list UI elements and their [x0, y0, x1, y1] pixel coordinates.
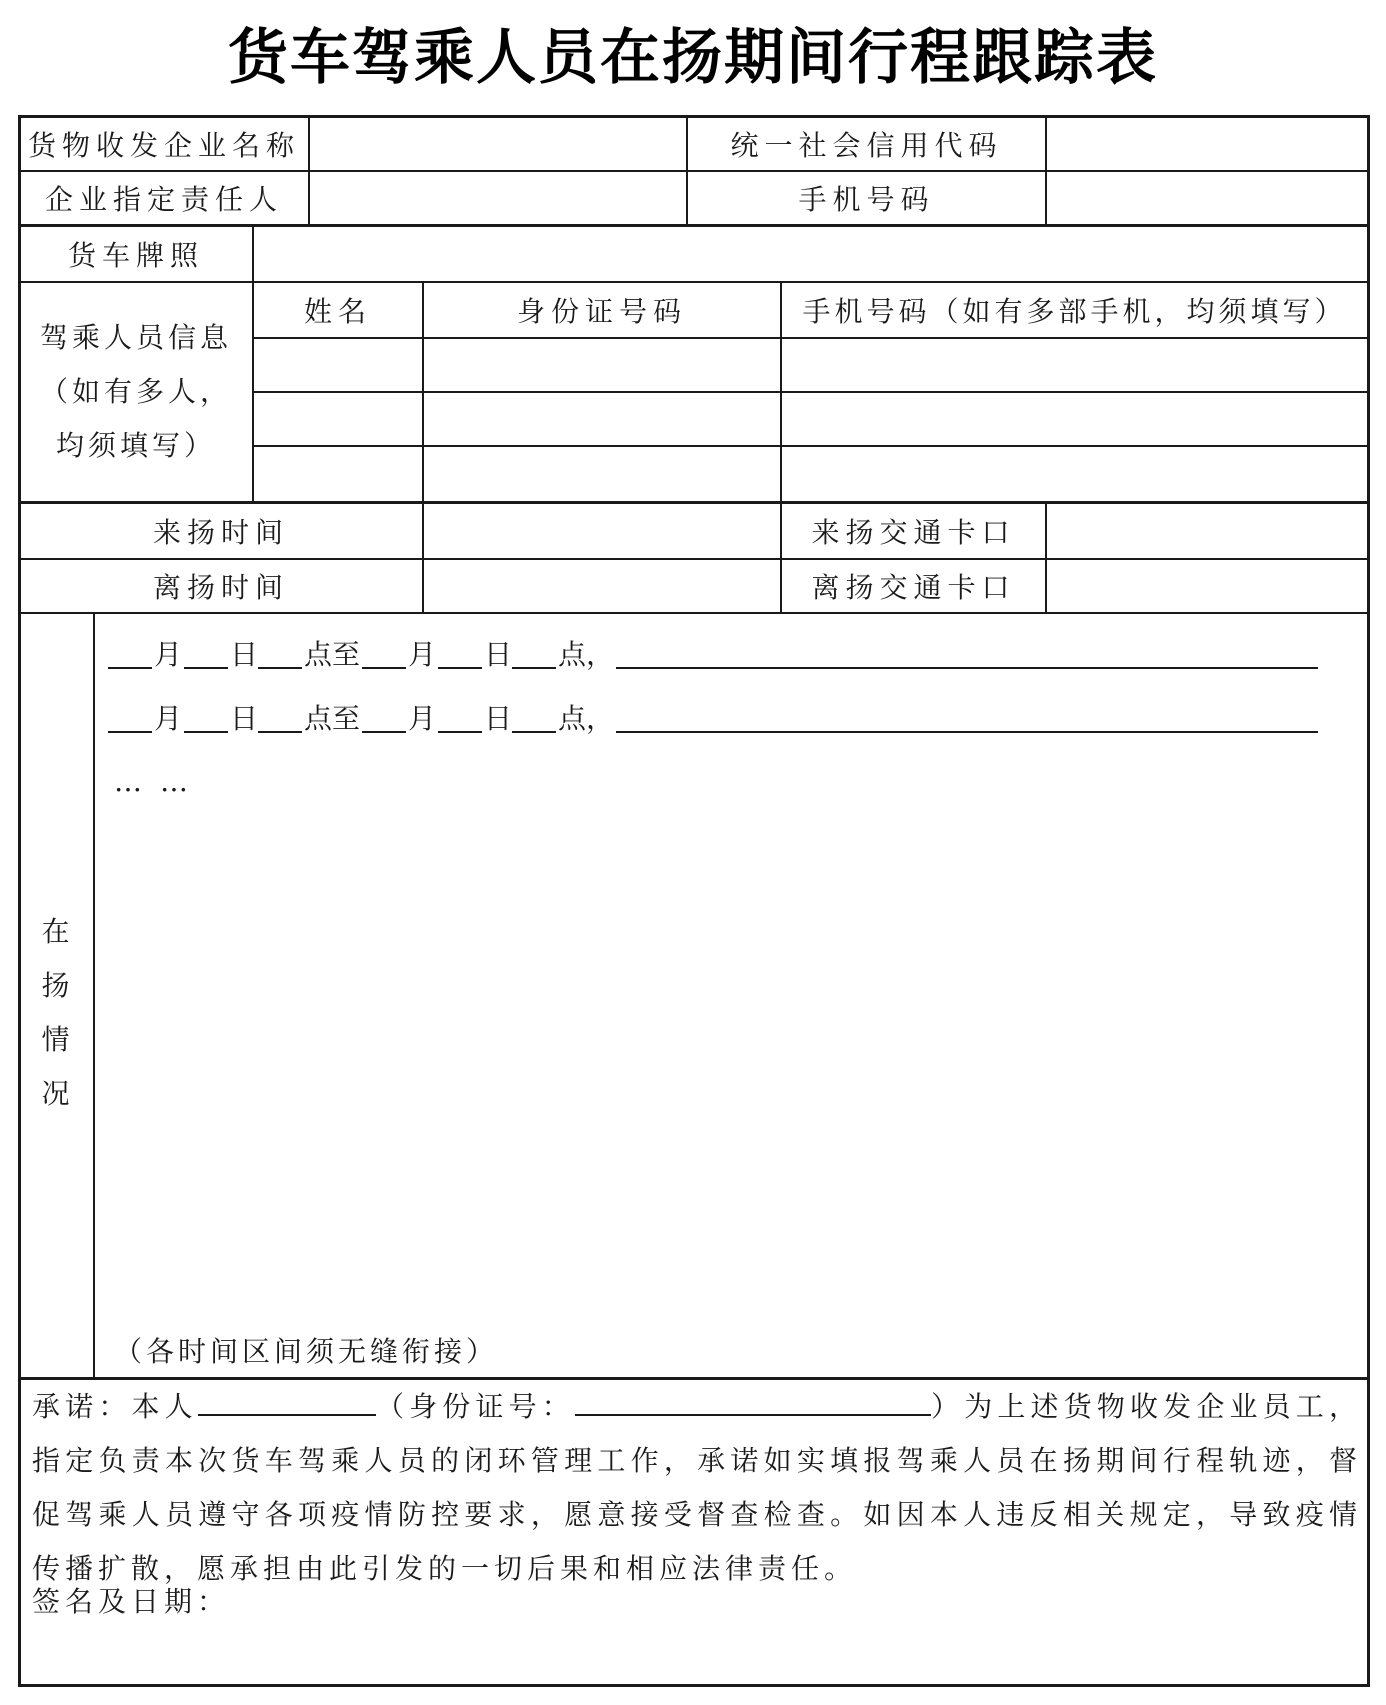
responsible-person-input[interactable] [310, 172, 686, 224]
day-text: 日 [230, 702, 259, 735]
driver-info-label-line: 驾乘人员信息 [39, 321, 232, 354]
pledge-name-blank[interactable] [198, 1388, 376, 1416]
leave-checkpoint-label: 离扬交通卡口 [811, 571, 1016, 604]
pledge-id-prefix: （身份证号： [375, 1390, 575, 1423]
day-blank[interactable] [438, 701, 482, 733]
pledge-id-blank[interactable] [575, 1388, 931, 1416]
hour-blank[interactable] [512, 701, 556, 733]
day-blank[interactable] [184, 637, 228, 669]
border-bottom [18, 1684, 1370, 1687]
hour-to-text: 点至 [304, 638, 361, 671]
arrive-time-input[interactable] [424, 504, 780, 558]
border-right [1367, 115, 1370, 1687]
signature-date-input[interactable] [218, 1580, 818, 1630]
driver-id-input[interactable] [424, 393, 780, 445]
driver-phone-input[interactable] [782, 447, 1367, 501]
pledge-paragraph [32, 1380, 1362, 1596]
month-blank[interactable] [362, 637, 406, 669]
company-name-input[interactable] [310, 117, 686, 170]
day-text: 日 [484, 638, 513, 671]
driver-id-input[interactable] [424, 447, 780, 501]
company-name-label: 货物收发企业名称 [27, 128, 300, 162]
day-blank[interactable] [184, 701, 228, 733]
leave-checkpoint-input[interactable] [1047, 560, 1367, 612]
driver-id-input[interactable] [424, 339, 780, 391]
arrive-checkpoint-label: 来扬交通卡口 [811, 516, 1016, 549]
rule [18, 612, 1370, 614]
stay-period-line [108, 697, 1358, 741]
stay-side-char: 况 [41, 1077, 70, 1110]
truck-plate-label: 货车牌照 [67, 239, 204, 272]
stay-side-char: 扬 [41, 969, 70, 1002]
truck-plate-input[interactable] [254, 227, 1367, 281]
arrive-time-label: 来扬时间 [152, 516, 289, 549]
stay-details-area[interactable] [96, 815, 1367, 1315]
pledge-body: 指定负责本次货车驾乘人员的闭环管理工作，承诺如实填报驾乘人员在扬期间行程轨迹，督促驾乘人员遵守各项疫情防控要求，愿意接受督查检查。如因本人违反相关规定，导致疫情传播扩散，愿承担由此引发的一切后果和相应法律责任。 [32, 1444, 1362, 1585]
driver-name-input[interactable] [254, 447, 422, 501]
stay-side-char: 在 [41, 915, 70, 948]
month-blank[interactable] [108, 637, 152, 669]
day-text: 日 [484, 702, 513, 735]
location-blank[interactable] [616, 701, 1318, 733]
driver-phone-input[interactable] [782, 339, 1367, 391]
hour-end-text: 点， [558, 702, 615, 735]
arrive-checkpoint-input[interactable] [1047, 504, 1367, 558]
hour-blank[interactable] [258, 701, 302, 733]
signature-date-label: 签名及日期： [32, 1585, 231, 1618]
driver-name-input[interactable] [254, 339, 422, 391]
hour-blank[interactable] [512, 637, 556, 669]
stay-note: （各时间区间须无缝衔接） [114, 1335, 499, 1368]
leave-time-label: 离扬时间 [152, 571, 289, 604]
day-text: 日 [230, 638, 259, 671]
driver-info-label-line: （如有多人， [39, 375, 232, 408]
month-blank[interactable] [362, 701, 406, 733]
hour-end-text: 点， [558, 638, 615, 671]
hour-to-text: 点至 [304, 702, 361, 735]
driver-name-input[interactable] [254, 393, 422, 445]
stay-side-char: 情 [41, 1023, 70, 1056]
stay-side-label [18, 905, 93, 1121]
rule [93, 614, 95, 1378]
column-header-id: 身份证号码 [516, 295, 687, 328]
pledge-id-suffix: ）为上述货物收发企业员工， [930, 1390, 1362, 1423]
ellipsis: …… [114, 765, 206, 798]
driver-info-label [20, 283, 252, 501]
tracking-form [18, 115, 1370, 1687]
hour-blank[interactable] [258, 637, 302, 669]
stay-period-line [108, 633, 1358, 677]
day-blank[interactable] [438, 637, 482, 669]
month-text: 月 [154, 702, 183, 735]
responsible-phone-label: 手机号码 [798, 183, 935, 216]
month-text: 月 [408, 702, 437, 735]
column-header-name: 姓名 [303, 295, 372, 328]
month-text: 月 [154, 638, 183, 671]
location-blank[interactable] [616, 637, 1318, 669]
driver-info-label-line: 均须填写） [55, 429, 216, 462]
page-title: 货车驾乘人员在扬期间行程跟踪表 [228, 23, 1158, 93]
month-blank[interactable] [108, 701, 152, 733]
month-text: 月 [408, 638, 437, 671]
pledge-prefix: 承诺：本人 [32, 1390, 198, 1423]
credit-code-input[interactable] [1047, 117, 1367, 170]
column-header-phone: 手机号码（如有多部手机，均须填写） [802, 295, 1347, 328]
leave-time-input[interactable] [424, 560, 780, 612]
responsible-phone-input[interactable] [1047, 172, 1367, 224]
driver-phone-input[interactable] [782, 393, 1367, 445]
responsible-person-label: 企业指定责任人 [44, 183, 283, 216]
credit-code-label: 统一社会信用代码 [730, 128, 1003, 162]
